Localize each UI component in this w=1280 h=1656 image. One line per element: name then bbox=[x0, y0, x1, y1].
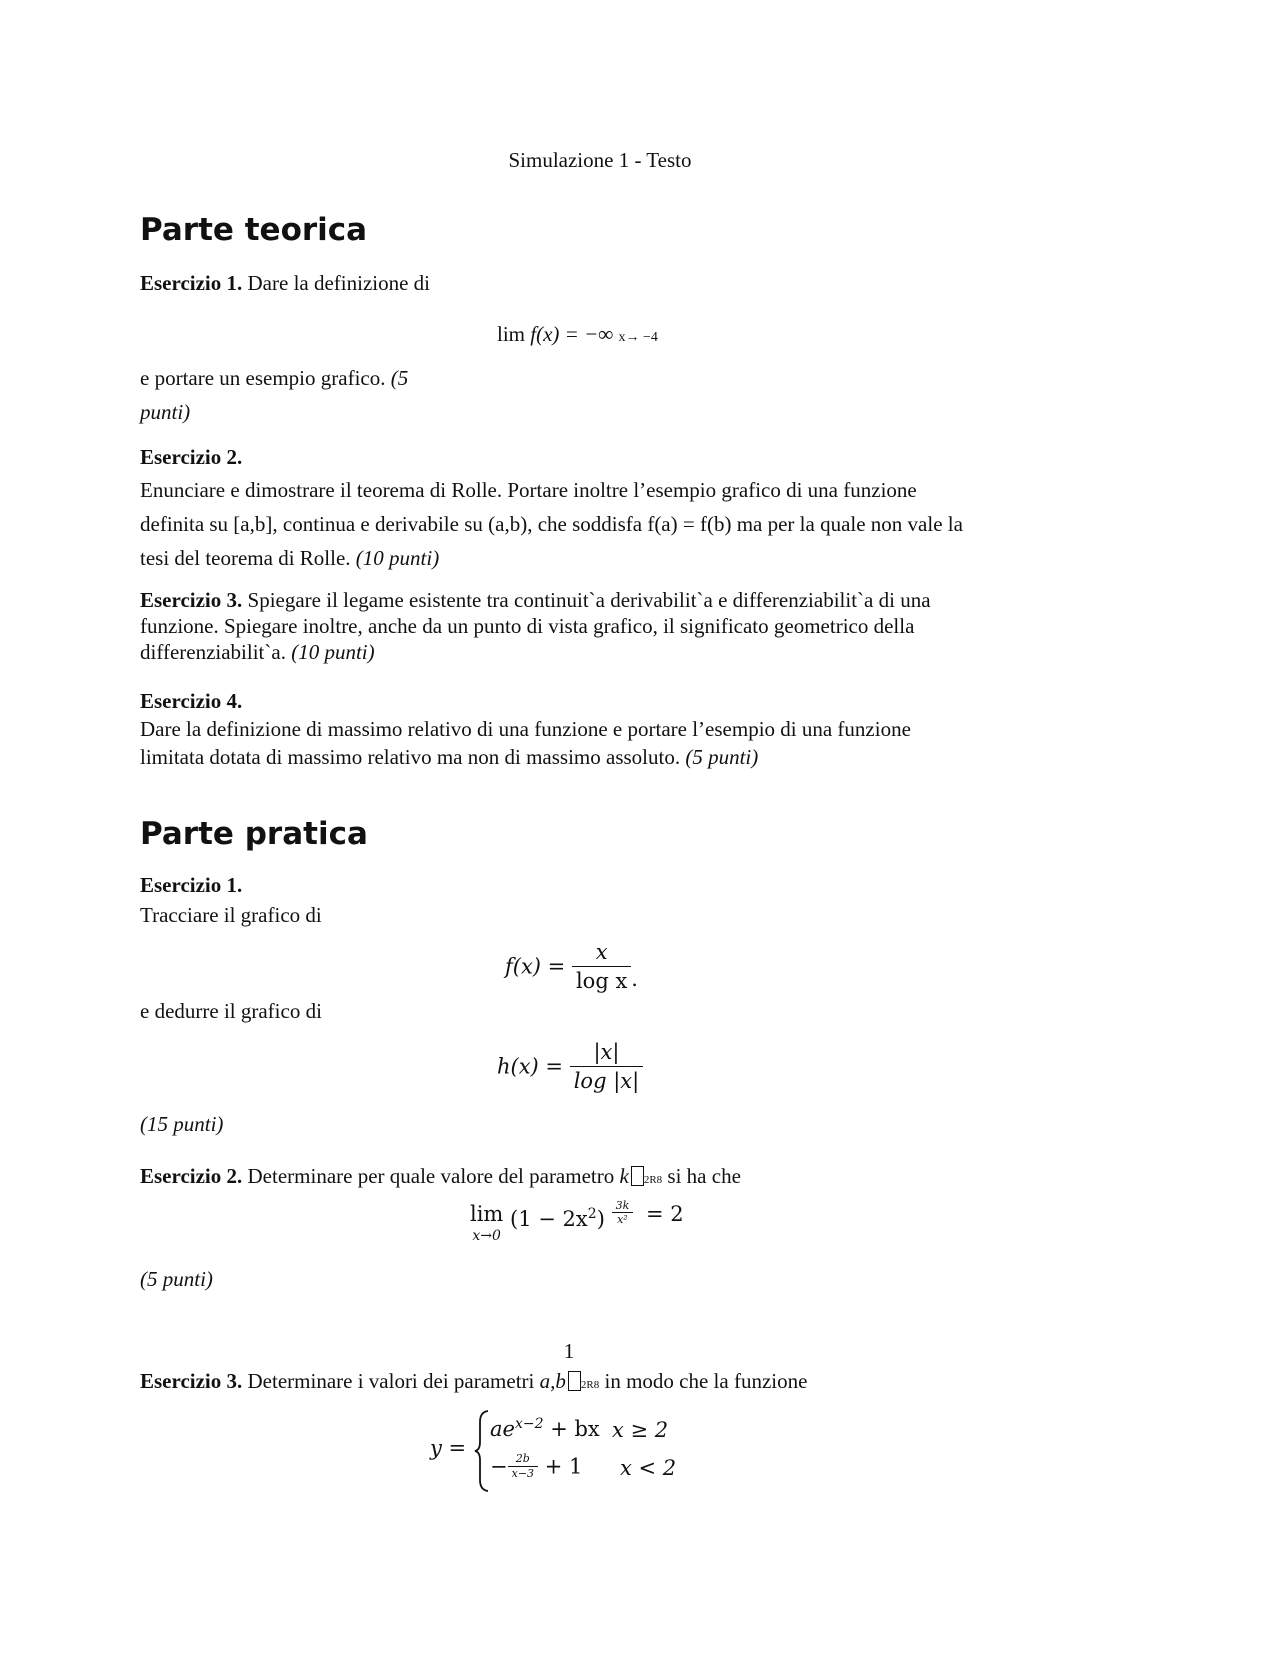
fraction-denominator: log |x| bbox=[573, 1069, 640, 1093]
function-f-formula bbox=[505, 938, 638, 995]
exercise-text: Determinare per quale valore del parametro bbox=[247, 1164, 615, 1188]
section-heading-teorica: Parte teorica bbox=[140, 212, 368, 248]
missing-glyph-icon bbox=[631, 1166, 644, 1186]
exercise-line: funzione. Spiegare inoltre, anche da un punto di vista grafico, il significato geometrico della bbox=[140, 614, 915, 638]
points: (10 punti) bbox=[291, 640, 375, 664]
exercise-line-last bbox=[140, 541, 1040, 575]
fraction-numerator: 2b bbox=[508, 1452, 538, 1467]
exercise-line bbox=[140, 587, 1040, 613]
exponent-text: x−2 bbox=[514, 1416, 544, 1432]
exercise-text: Determinare i valori dei parametri bbox=[247, 1369, 535, 1393]
pratica-exercise-3-intro bbox=[140, 1364, 807, 1402]
section-heading-pratica: Parte pratica bbox=[140, 816, 368, 852]
fraction-numerator: 3k bbox=[612, 1199, 634, 1213]
formula-lhs: f(x) = bbox=[505, 954, 566, 979]
fraction-numerator: |x| bbox=[570, 1038, 643, 1067]
case-condition-1: x ≥ 2 bbox=[612, 1418, 669, 1442]
points: (10 punti) bbox=[355, 546, 440, 570]
fraction-denominator: log x bbox=[575, 969, 628, 993]
teorica-exercise-1-points bbox=[140, 395, 190, 429]
minus-sign: − bbox=[490, 1454, 508, 1479]
exercise-line: Dare la definizione di massimo relativo di una funzione e portare l’esempio di una funzione bbox=[140, 717, 911, 741]
case-term-b: + 1 bbox=[544, 1454, 583, 1479]
case-condition-2: x < 2 bbox=[620, 1456, 677, 1480]
document-title: Simulazione 1 - Testo bbox=[508, 148, 692, 172]
missing-glyph-text: 2R8 bbox=[643, 1174, 663, 1186]
teorica-exercise-3 bbox=[140, 587, 1040, 665]
exercise-text: in modo che la funzione bbox=[604, 1369, 808, 1393]
teorica-exercise-1-text bbox=[140, 361, 408, 395]
fraction bbox=[572, 938, 631, 995]
exercise-text: e portare un esempio grafico. bbox=[140, 366, 386, 390]
exercise-label: Esercizio 2. bbox=[140, 445, 243, 469]
exercise-text: differenziabilit`a. bbox=[140, 640, 286, 664]
lim-symbol: lim bbox=[470, 1202, 504, 1226]
teorica-exercise-2-body bbox=[140, 473, 1040, 575]
teorica-exercise-4 bbox=[140, 687, 1040, 771]
case-row-1 bbox=[490, 1416, 600, 1441]
exercise-line: definita su [a,b], continua e derivabile su (a,b), che soddisfa f(a) = f(b) ma per la quale non vale la bbox=[140, 512, 963, 536]
fraction-numerator: x bbox=[572, 938, 631, 967]
exercise-line-last bbox=[140, 743, 1040, 771]
limit-subscript: x→ −4 bbox=[618, 330, 658, 345]
exercise-label: Esercizio 3. bbox=[140, 1369, 243, 1393]
points: (5 bbox=[390, 366, 409, 390]
points: (5 punti) bbox=[140, 1267, 213, 1291]
parameter-variables: a,b bbox=[539, 1369, 566, 1393]
missing-glyph-text: 2R8 bbox=[580, 1379, 600, 1391]
missing-glyph-icon bbox=[568, 1371, 581, 1391]
points: (15 punti) bbox=[140, 1112, 224, 1136]
limit-definition-formula bbox=[497, 317, 658, 355]
exercise-label: Esercizio 4. bbox=[140, 689, 243, 713]
exercise-line: Enunciare e dimostrare il teorema di Rolle. Portare inoltre l’esempio grafico di una funzione bbox=[140, 478, 917, 502]
formula-lhs: y = bbox=[430, 1436, 467, 1460]
exponent-fraction bbox=[612, 1199, 634, 1226]
formula-period: . bbox=[631, 967, 638, 991]
fraction-denominator: x−3 bbox=[511, 1467, 535, 1480]
limit-rhs: = 2 bbox=[645, 1202, 684, 1226]
case-term-a: ae bbox=[490, 1417, 515, 1441]
fraction-denominator: x² bbox=[617, 1213, 628, 1226]
exercise-label: Esercizio 3. bbox=[140, 588, 243, 612]
exercise-text: Dare la definizione di bbox=[247, 271, 431, 295]
pratica-exercise-1-text: e dedurre il grafico di bbox=[140, 999, 322, 1023]
teorica-exercise-1-intro bbox=[140, 266, 430, 300]
function-h-formula bbox=[497, 1038, 643, 1095]
case-row-2 bbox=[490, 1452, 582, 1481]
page-number: 1 bbox=[563, 1339, 575, 1363]
exercise-text: si ha che bbox=[667, 1164, 741, 1188]
exercise-text: limitata dotata di massimo relativo ma non di massimo assoluto. bbox=[140, 745, 681, 769]
points: punti) bbox=[140, 400, 191, 424]
limit-expression: f(x) = −∞ bbox=[530, 322, 614, 346]
fraction bbox=[570, 1038, 643, 1095]
piecewise-function bbox=[430, 1408, 690, 1494]
exercise-label: Esercizio 1. bbox=[140, 271, 243, 295]
exercise-text: Spiegare il legame esistente tra continuit`a derivabilit`a e differenziabilit`a di una bbox=[247, 588, 931, 612]
case-fraction bbox=[508, 1452, 538, 1481]
formula-lhs: h(x) = bbox=[497, 1054, 564, 1079]
limit-formula bbox=[470, 1199, 684, 1253]
pratica-exercise-1-points bbox=[140, 1107, 223, 1141]
lim-symbol: lim bbox=[497, 322, 526, 346]
parameter-variable: k bbox=[619, 1164, 629, 1188]
close-paren: ) bbox=[596, 1207, 605, 1231]
exercise-label: Esercizio 2. bbox=[140, 1164, 243, 1188]
case-term-b: + bx bbox=[550, 1417, 600, 1441]
pratica-exercise-1-intro bbox=[140, 870, 322, 930]
exercise-line-last bbox=[140, 639, 1040, 665]
lim-operator bbox=[470, 1203, 503, 1247]
lim-subscript: x→0 bbox=[472, 1228, 501, 1244]
pratica-exercise-2-intro bbox=[140, 1159, 741, 1197]
exercise-label: Esercizio 1. bbox=[140, 873, 243, 897]
pratica-exercise-2-points bbox=[140, 1262, 213, 1296]
limit-base bbox=[510, 1207, 605, 1231]
points: (5 punti) bbox=[685, 745, 759, 769]
teorica-exercise-2-label bbox=[140, 440, 242, 474]
exercise-text: Tracciare il grafico di bbox=[140, 903, 322, 927]
exercise-text: tesi del teorema di Rolle. bbox=[140, 546, 351, 570]
base-text: (1 − 2x bbox=[510, 1207, 588, 1231]
square-exponent: 2 bbox=[587, 1206, 597, 1222]
left-brace-icon bbox=[474, 1410, 490, 1492]
case-exponent bbox=[515, 1416, 544, 1432]
